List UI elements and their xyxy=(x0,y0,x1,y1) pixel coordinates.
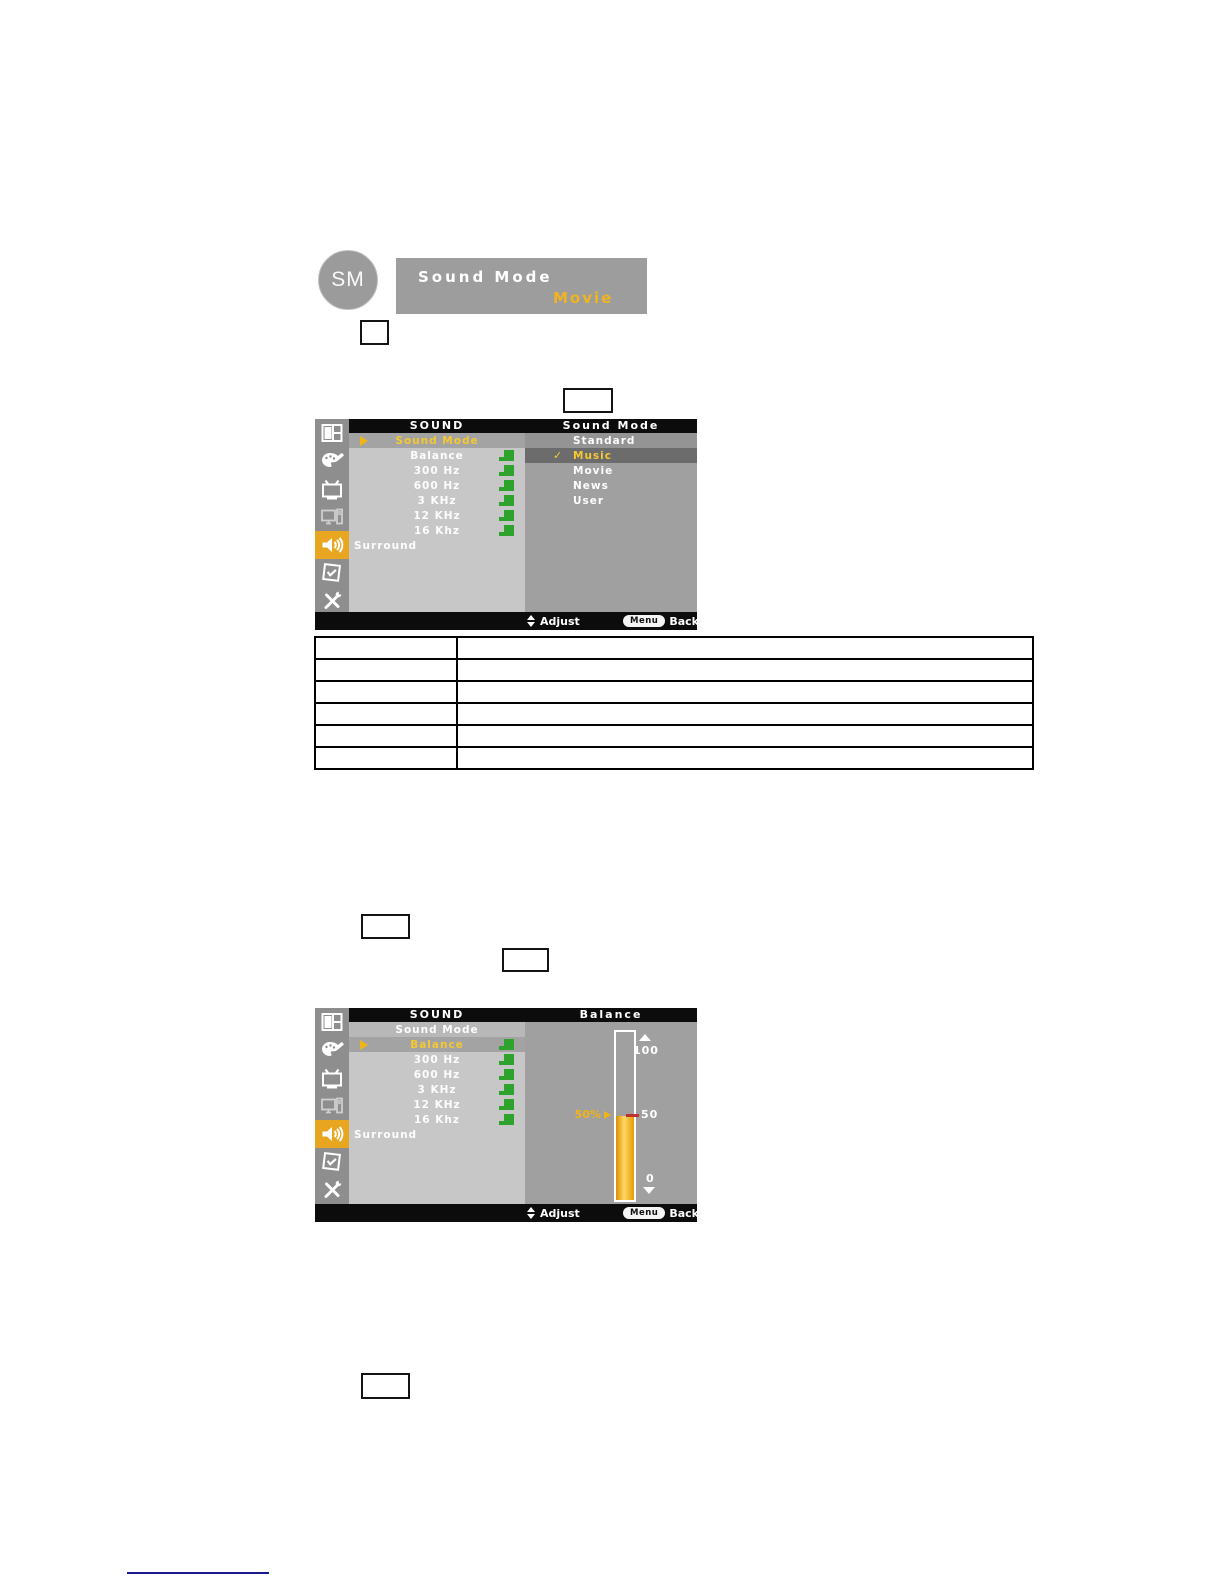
remote-key-box-4 xyxy=(502,948,549,972)
up-down-arrows-icon xyxy=(527,1207,535,1219)
tv-icon[interactable] xyxy=(315,1064,349,1092)
monitor-icon[interactable] xyxy=(315,1092,349,1120)
value-pointer-icon xyxy=(604,1111,611,1119)
menu-item-surround[interactable] xyxy=(349,538,525,553)
menu-item-12-khz[interactable] xyxy=(349,1097,525,1112)
tools-icon[interactable] xyxy=(315,1176,349,1204)
menu-item-label: Sound Mode xyxy=(395,434,479,447)
checklist-icon[interactable] xyxy=(315,1148,349,1176)
menu-item-surround[interactable] xyxy=(349,1127,525,1142)
level-indicator-icon xyxy=(504,465,514,476)
balance-adjust-panel xyxy=(525,1022,697,1204)
check-icon: ✓ xyxy=(553,449,564,462)
slider-value-text: 50% xyxy=(574,1108,601,1121)
option-label: User xyxy=(573,494,605,507)
table-cell xyxy=(458,702,1032,724)
sound-mode-options-list xyxy=(525,433,697,612)
osd-header xyxy=(349,419,697,433)
menu-item-balance[interactable] xyxy=(349,448,525,463)
table-cell xyxy=(316,680,458,702)
sound-mode-shortcut-badge: SM xyxy=(318,250,378,310)
menu-button-pill[interactable]: Menu xyxy=(623,1207,665,1219)
slider-down-arrow-icon[interactable] xyxy=(643,1187,655,1194)
menu-item-balance[interactable] xyxy=(349,1037,525,1052)
slider-value-label xyxy=(553,1108,611,1121)
menu-item-label: Balance xyxy=(410,449,464,462)
left-panel-title: SOUND xyxy=(409,1008,465,1021)
selection-arrow-icon xyxy=(360,1040,368,1050)
menu-item-label: 16 Khz xyxy=(414,524,460,537)
table-cell xyxy=(316,658,458,680)
remote-key-box-5 xyxy=(361,1373,410,1399)
footer-link-line[interactable] xyxy=(127,1572,269,1574)
menu-item-3-khz[interactable] xyxy=(349,493,525,508)
menu-item-label: 3 KHz xyxy=(417,494,457,507)
level-indicator-icon xyxy=(504,1039,514,1050)
menu-item-label: Surround xyxy=(354,539,418,552)
remote-key-box-1 xyxy=(360,320,389,345)
slider-mid-label: 50 xyxy=(641,1108,659,1121)
adjust-label: Adjust xyxy=(540,1206,580,1220)
slider-up-arrow-icon[interactable] xyxy=(639,1034,651,1041)
tv-icon[interactable] xyxy=(315,475,349,503)
speaker-icon[interactable] xyxy=(315,531,349,559)
palette-icon[interactable] xyxy=(315,1036,349,1064)
tools-icon[interactable] xyxy=(315,587,349,615)
table-cell xyxy=(458,746,1032,768)
sound-mode-banner xyxy=(396,258,647,314)
menu-item-600-hz[interactable] xyxy=(349,478,525,493)
menu-item-label: 600 Hz xyxy=(413,479,461,492)
remote-key-box-2 xyxy=(563,388,613,413)
right-panel-title: Sound Mode xyxy=(562,419,660,432)
option-label: Standard xyxy=(573,434,636,447)
sound-menu-list xyxy=(349,433,525,612)
menu-item-label: 300 Hz xyxy=(413,464,461,477)
menu-item-300-hz[interactable] xyxy=(349,1052,525,1067)
osd-header xyxy=(349,1008,697,1022)
table-cell xyxy=(316,746,458,768)
menu-item-600-hz[interactable] xyxy=(349,1067,525,1082)
menu-item-16-khz[interactable] xyxy=(349,1112,525,1127)
level-indicator-icon xyxy=(504,1114,514,1125)
osd-sidebar xyxy=(315,419,349,630)
palette-icon[interactable] xyxy=(315,447,349,475)
picture-layout-icon[interactable] xyxy=(315,419,349,447)
menu-item-label: 12 KHz xyxy=(413,1098,461,1111)
menu-item-sound-mode[interactable] xyxy=(349,1022,525,1037)
right-panel-title: Balance xyxy=(579,1008,643,1021)
selection-arrow-icon xyxy=(360,436,368,446)
table-cell xyxy=(316,724,458,746)
back-label: Back xyxy=(669,614,699,628)
adjust-label: Adjust xyxy=(540,614,580,628)
table-cell xyxy=(458,680,1032,702)
menu-item-label: Surround xyxy=(354,1128,418,1141)
osd-balance-screen xyxy=(315,1008,697,1222)
up-down-arrows-icon xyxy=(527,615,535,627)
option-news[interactable] xyxy=(525,478,697,493)
option-label: News xyxy=(573,479,609,492)
osd-footer xyxy=(315,1204,697,1222)
back-label: Back xyxy=(669,1206,699,1220)
option-label: Movie xyxy=(573,464,614,477)
remote-key-box-3 xyxy=(361,914,410,939)
description-table xyxy=(314,636,1034,770)
menu-item-16-khz[interactable] xyxy=(349,523,525,538)
option-movie[interactable] xyxy=(525,463,697,478)
table-cell xyxy=(458,724,1032,746)
balance-slider-fill xyxy=(616,1116,634,1200)
osd-footer xyxy=(315,612,697,630)
menu-item-12-khz[interactable] xyxy=(349,508,525,523)
checklist-icon[interactable] xyxy=(315,559,349,587)
level-indicator-icon xyxy=(504,510,514,521)
banner-title: Sound Mode xyxy=(418,268,553,286)
menu-item-label: 600 Hz xyxy=(413,1068,461,1081)
level-indicator-icon xyxy=(504,1054,514,1065)
monitor-icon[interactable] xyxy=(315,503,349,531)
slider-max-label: 100 xyxy=(633,1044,659,1057)
slider-min-label: 0 xyxy=(646,1172,654,1185)
menu-item-label: 16 Khz xyxy=(414,1113,460,1126)
osd-sidebar xyxy=(315,1008,349,1222)
menu-item-label: 300 Hz xyxy=(413,1053,461,1066)
banner-selected-value: Movie xyxy=(553,289,614,307)
left-panel-title: SOUND xyxy=(409,419,465,432)
level-indicator-icon xyxy=(504,495,514,506)
sound-menu-list xyxy=(349,1022,525,1204)
option-label: Music xyxy=(573,449,612,462)
level-indicator-icon xyxy=(504,1069,514,1080)
picture-layout-icon[interactable] xyxy=(315,1008,349,1036)
menu-item-label: Sound Mode xyxy=(395,1023,479,1036)
level-indicator-icon xyxy=(504,1099,514,1110)
osd-sound-mode-screen xyxy=(315,419,697,630)
table-cell xyxy=(316,702,458,724)
option-music[interactable] xyxy=(525,448,697,463)
level-indicator-icon xyxy=(504,450,514,461)
menu-item-300-hz[interactable] xyxy=(349,463,525,478)
menu-item-label: 12 KHz xyxy=(413,509,461,522)
level-indicator-icon xyxy=(504,1084,514,1095)
menu-button-pill[interactable]: Menu xyxy=(623,615,665,627)
option-standard[interactable] xyxy=(525,433,697,448)
table-cell xyxy=(458,638,1032,658)
menu-item-3-khz[interactable] xyxy=(349,1082,525,1097)
slider-mid-tick xyxy=(626,1114,639,1117)
table-cell xyxy=(458,658,1032,680)
table-cell xyxy=(316,638,458,658)
speaker-icon[interactable] xyxy=(315,1120,349,1148)
option-user[interactable] xyxy=(525,493,697,508)
level-indicator-icon xyxy=(504,525,514,536)
level-indicator-icon xyxy=(504,480,514,491)
menu-item-label: 3 KHz xyxy=(417,1083,457,1096)
menu-item-sound-mode[interactable] xyxy=(349,433,525,448)
menu-item-label: Balance xyxy=(410,1038,464,1051)
